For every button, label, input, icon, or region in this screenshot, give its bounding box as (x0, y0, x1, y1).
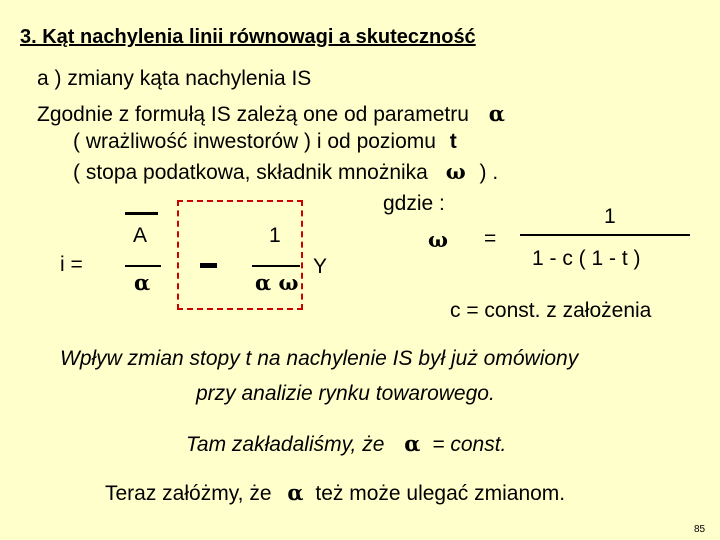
formula-one: 1 (269, 224, 281, 247)
t-symbol: t (449, 130, 457, 153)
paragraph-3-start: Teraz załóżmy, że (105, 482, 272, 505)
formula-alpha-den: α (134, 270, 151, 295)
minus-sign (200, 263, 217, 268)
rhs-fraction-line (520, 234, 690, 236)
paragraph-3-alpha: α (287, 480, 304, 505)
alpha-symbol: α (488, 101, 505, 126)
text-line-2 (73, 130, 457, 154)
text-line-3-end: ) . (479, 161, 499, 184)
gdzie-label: gdzie : (383, 192, 445, 215)
heading-a: a ) zmiany kąta nachylenia IS (37, 67, 312, 90)
paragraph-1-line-2: przy analizie rynku towarowego. (196, 382, 495, 405)
text-line-3 (73, 159, 498, 185)
overbar-A (125, 212, 158, 215)
formula-equals: = (484, 227, 497, 250)
text-line-3-content: ( stopa podatkowa, składnik mnożnika (73, 161, 428, 184)
paragraph-2 (186, 431, 506, 457)
paragraph-1-line-1: Wpływ zmian stopy t na nachylenie IS był już omówiony (60, 347, 579, 370)
formula-omega: ω (428, 227, 448, 252)
paragraph-3 (105, 480, 565, 506)
text-line-1 (37, 101, 505, 127)
omega-symbol: ω (445, 159, 466, 184)
page-number: 85 (694, 524, 706, 535)
paragraph-2-end: = const. (432, 433, 507, 456)
c-const-text: c = const. z założenia (450, 299, 652, 322)
formula-alpha-omega (255, 270, 298, 295)
fraction-line-A (125, 265, 161, 267)
rhs-denominator: 1 - c ( 1 - t ) (532, 247, 641, 270)
text-line-1-content: Zgodnie z formułą IS zależą one od parametru (37, 103, 469, 126)
formula-Y: Y (313, 255, 328, 278)
den-omega: ω (278, 270, 299, 295)
paragraph-2-alpha: α (404, 431, 421, 456)
slide-title: 3. Kąt nachylenia linii równowagi a skuteczność (20, 26, 476, 48)
paragraph-3-end: też może ulegać zmianom. (315, 482, 566, 505)
fraction-line-one (252, 265, 300, 267)
rhs-numerator: 1 (604, 205, 616, 228)
formula-A: A (133, 224, 148, 247)
den-alpha: α (255, 270, 272, 295)
paragraph-2-start: Tam zakładaliśmy, że (186, 433, 385, 456)
text-line-2-content: ( wrażliwość inwestorów ) i od poziomu (73, 130, 436, 153)
formula-i-equals: i = (60, 253, 83, 276)
